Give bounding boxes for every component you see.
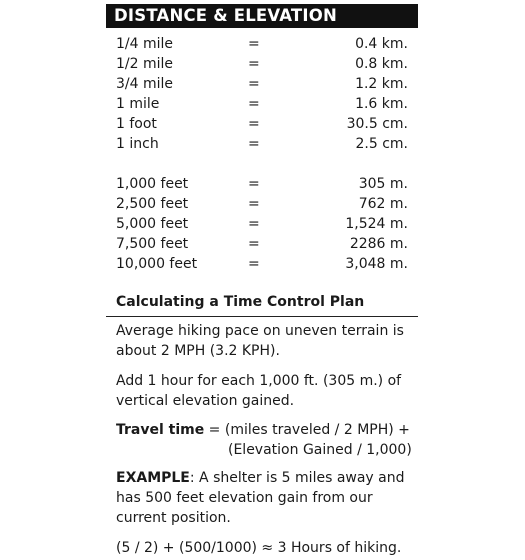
conversion-row (116, 54, 408, 74)
equals-sign: = (248, 116, 260, 132)
equals-sign: = (248, 216, 260, 232)
formula-line-1: = (miles traveled / 2 MPH) + (204, 422, 410, 438)
unit-from: 1/4 mile (116, 36, 174, 52)
unit-from: 1,000 feet (116, 176, 189, 192)
unit-from: 1 mile (116, 96, 160, 112)
conversion-row (116, 194, 408, 214)
equals-sign: = (248, 76, 260, 92)
equals-sign: = (248, 256, 260, 272)
equals-sign: = (248, 136, 260, 152)
example-paragraph (116, 468, 416, 528)
conversion-row (116, 114, 408, 134)
equals-sign: = (248, 196, 260, 212)
conversion-row (116, 94, 408, 114)
conversion-row (116, 234, 408, 254)
unit-from: 3/4 mile (116, 76, 174, 92)
pace-paragraph: Average hiking pace on uneven terrain is about 2 MPH (3.2 KPH). (116, 323, 404, 359)
elevation-rule-paragraph: Add 1 hour for each 1,000 ft. (305 m.) of vertical elevation gained. (116, 373, 402, 409)
unit-from: 2,500 feet (116, 196, 189, 212)
unit-to: 0.4 km. (355, 36, 408, 52)
unit-to: 305 m. (358, 176, 408, 192)
unit-to: 1,524 m. (345, 216, 408, 232)
example-text: : A shelter is 5 miles away and has 500 feet elevation gain from our current position. (116, 470, 405, 526)
equals-sign: = (248, 56, 260, 72)
group-spacer (116, 154, 408, 174)
conversion-table (116, 34, 408, 274)
unit-to: 762 m. (358, 196, 408, 212)
equals-sign: = (248, 36, 260, 52)
formula-line-2: (Elevation Gained / 1,000) (228, 442, 412, 458)
unit-to: 3,048 m. (345, 256, 408, 272)
equals-sign: = (248, 236, 260, 252)
unit-from: 1/2 mile (116, 56, 174, 72)
travel-time-label: Travel time (116, 422, 205, 438)
unit-to: 1.6 km. (355, 96, 408, 112)
conversion-row (116, 74, 408, 94)
travel-time-formula (116, 420, 416, 460)
example-label: EXAMPLE (116, 470, 190, 486)
conversion-row (116, 134, 408, 154)
conversion-row (116, 34, 408, 54)
unit-from: 5,000 feet (116, 216, 189, 232)
unit-to: 2.5 cm. (355, 136, 408, 152)
conversion-row (116, 174, 408, 194)
conversion-row (116, 254, 408, 274)
equals-sign: = (248, 176, 260, 192)
unit-to: 2286 m. (349, 236, 408, 252)
unit-from: 10,000 feet (116, 256, 198, 272)
unit-from: 7,500 feet (116, 236, 189, 252)
calculation-line: (5 / 2) + (500/1000) ≈ 3 Hours of hiking. (116, 540, 402, 556)
unit-to: 1.2 km. (355, 76, 408, 92)
unit-from: 1 inch (116, 136, 159, 152)
unit-to: 30.5 cm. (346, 116, 408, 132)
unit-to: 0.8 km. (355, 56, 408, 72)
equals-sign: = (248, 96, 260, 112)
unit-from: 1 foot (116, 116, 157, 132)
section-header: DISTANCE & ELEVATION (106, 4, 418, 28)
plan-title: Calculating a Time Control Plan (116, 294, 365, 310)
conversion-row (116, 214, 408, 234)
section-divider (106, 316, 418, 317)
